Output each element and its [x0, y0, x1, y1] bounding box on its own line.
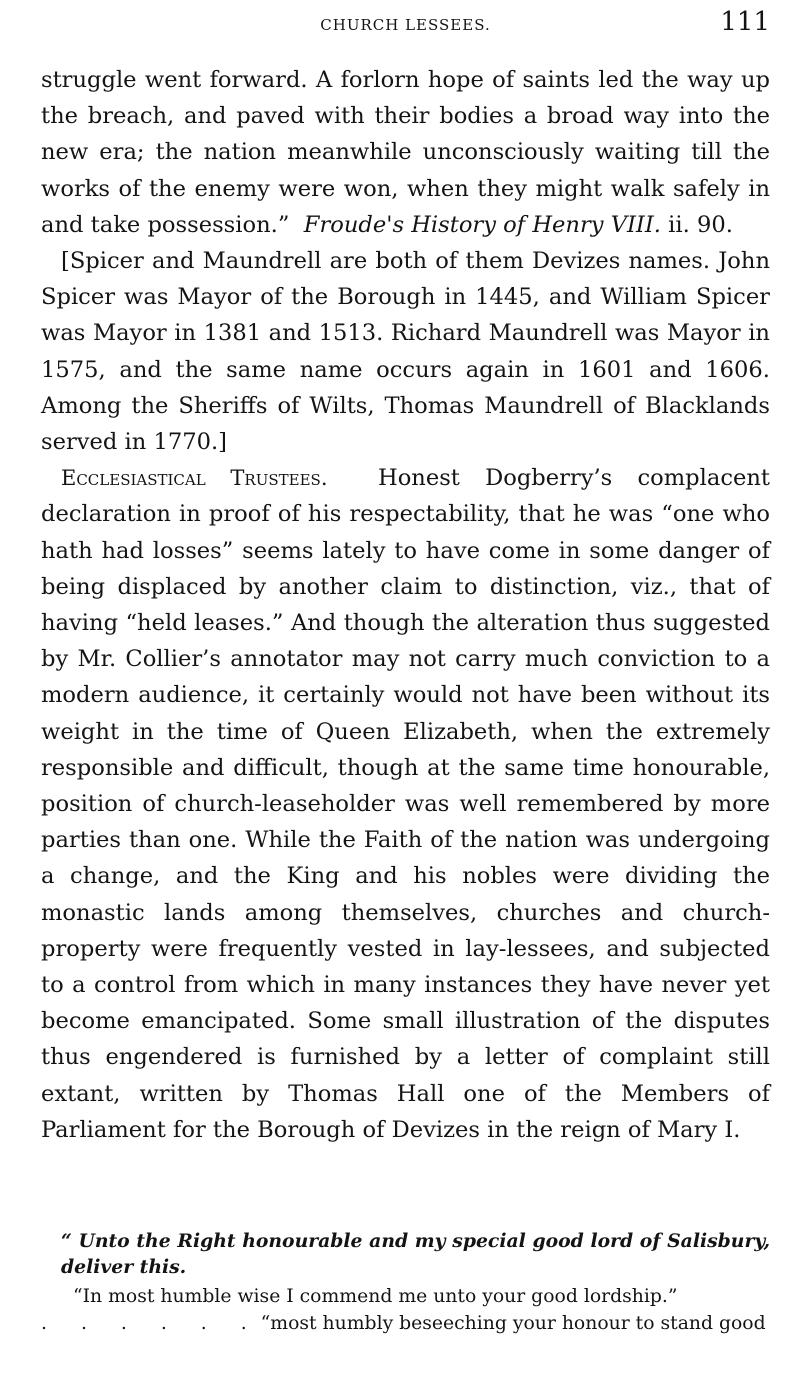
- letter-address: “ Unto the Right honourable and my special good lord of Salisbury, deliver this.: [61, 1230, 770, 1278]
- paragraph-froude-quote: [41, 62, 770, 243]
- froude-citation: Froude's History of Henry VIII.: [303, 211, 661, 238]
- letter-line-commend: “In most humble wise I commend me unto your good lordship.”: [73, 1286, 678, 1307]
- section-heading: Ecclesiastical Trustees.: [61, 466, 328, 491]
- froude-quote-text: struggle went forward. A forlorn hope of saints led the way up the breach, and paved with their bodies a broad way into the new era; the nation meanwhile unconsciously waiting till the works of the enemy were won, when they might walk safely in and take possession.”: [41, 67, 770, 238]
- page-number: 111: [720, 7, 770, 37]
- paragraph-spicer-maundrell: [Spicer and Maundrell are both of them Devizes names. John Spicer was Mayor of the Borough in 1445, and William Spicer was Mayor in 1381 and 1513. Richard Maundrell was Mayor in 1575, and the same name occurs again in 1601 and 1606. Among the Sheriffs of Wilts, Thomas Maundrell of Blacklands served in 1770.]: [41, 248, 770, 456]
- ellipsis-dots: . . . . . .: [41, 1313, 261, 1334]
- letter-quote: [41, 1228, 770, 1337]
- letter-line-beseeching-text: “most humbly beseeching your honour to stand good: [260, 1313, 766, 1334]
- running-head: CHURCH LESSEES.: [320, 16, 491, 34]
- body-text: [41, 62, 770, 1148]
- froude-citation-ref: ii. 90.: [668, 211, 733, 238]
- paragraph-ecclesiastical-trustees: [41, 460, 770, 1148]
- ecclesiastical-trustees-text: Honest Dogberry’s complacent declaration in proof of his respectability, that he was “one who hath had losses” seems lately to have come in some danger of being displaced by another claim to distinction, viz., that of having “held leases.” And though the alteration thus suggested by Mr. Collier’s annotator may not carry much conviction to a modern audience, it certainly would not have been without its weight in the time of Queen Elizabeth, when the extremely responsible and difficult, though at the same time honourable, position of church-leaseholder was well remembered by more parties than one. While the Faith of the nation was undergoing a change, and the King and his nobles were dividing the monastic lands among themselves, churches and church-property were frequently vested in lay-lessees, and subjected to a control from which in many instances they have never yet become emancipated. Some small illustration of the disputes thus engendered is furnished by a letter of complaint still extant, written by Thomas Hall one of the Members of Parliament for the Borough of Devizes in the reign of Mary I.: [41, 465, 770, 1143]
- page-header: [41, 7, 770, 39]
- letter-line-beseeching: [41, 1311, 770, 1337]
